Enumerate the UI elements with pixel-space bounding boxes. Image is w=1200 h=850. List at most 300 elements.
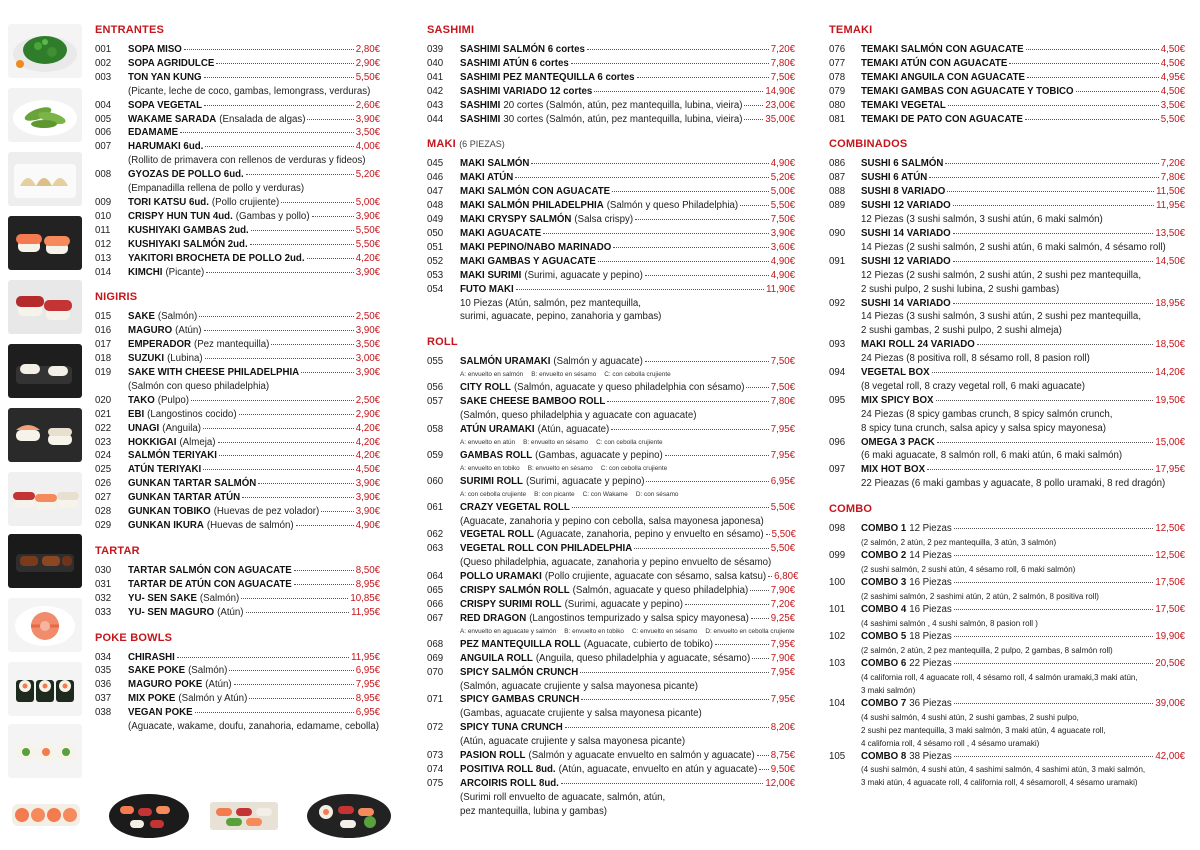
dot-leader: [307, 119, 353, 120]
dot-leader: [565, 727, 769, 728]
item-number: 041: [427, 71, 444, 83]
dot-leader: [740, 205, 769, 206]
item-price: 3,50€: [355, 339, 380, 351]
dot-leader: [757, 755, 769, 756]
menu-item-row: [427, 283, 795, 297]
dot-leader: [241, 598, 348, 599]
item-name: TEMAKI ATÚN CON AGUACATE: [861, 57, 1008, 69]
item-description: (Pez mantequilla): [193, 339, 270, 351]
item-price: 11,90€: [766, 283, 795, 295]
maki-rolls-photo: [8, 662, 82, 716]
item-name: CRAZY VEGETAL ROLL: [460, 501, 570, 513]
item-price: 11,50€: [1156, 186, 1185, 198]
dot-leader: [572, 507, 769, 508]
item-number: 076: [829, 44, 846, 55]
menu-item-row: [95, 266, 380, 280]
menu-item-row: [95, 210, 380, 224]
item-price: 5,50€: [770, 543, 795, 555]
item-name: SUSHI 8 VARIADO: [861, 186, 946, 198]
dot-leader: [759, 769, 768, 770]
menu-item-row: [427, 199, 795, 213]
menu-item-row: [95, 463, 380, 477]
item-name: EDAMAME: [128, 127, 179, 139]
item-description: (Surimi, aguacate y pepino): [524, 269, 643, 281]
item-number: 017: [95, 339, 112, 351]
item-price: 6,95€: [355, 665, 380, 677]
dot-leader: [206, 272, 354, 273]
item-note: 2 sushi pez mantequilla, 3 maki salmón, 3 maki atún, 4 aguacate roll,: [861, 725, 1106, 735]
item-number: 050: [427, 227, 444, 239]
item-number: 011: [95, 224, 111, 236]
item-name: CRISPY SURIMI ROLL: [460, 599, 562, 610]
item-name: TARTAR SALMÓN CON AGUACATE: [128, 564, 292, 576]
section-title: [427, 22, 795, 38]
dot-leader: [249, 698, 353, 699]
item-number: 104: [829, 697, 846, 709]
menu-item-row: [829, 338, 1185, 352]
item-number: 094: [829, 367, 846, 379]
menu-item-row: [427, 395, 795, 409]
menu-item-row: [829, 99, 1185, 113]
dot-leader: [307, 258, 354, 259]
item-price: 2,90€: [355, 408, 380, 420]
item-price: 7,95€: [770, 449, 795, 461]
menu-item-row: [95, 113, 380, 127]
item-price: 8,95€: [355, 578, 380, 590]
item-price: 8,20€: [770, 722, 795, 734]
item-description: (Pollo crujiente, aguacate con sésamo, salsa katsu): [544, 571, 767, 583]
item-number: 044: [427, 113, 444, 125]
item-name: KIMCHI: [128, 266, 163, 278]
menu-item-row: [829, 171, 1185, 185]
menu-item-row: [829, 366, 1185, 380]
item-option: A: envuelto en tobiko: [460, 464, 520, 472]
item-number: 049: [427, 214, 444, 226]
item-number: 060: [427, 475, 444, 487]
dot-leader: [239, 414, 354, 415]
item-number: 029: [95, 520, 112, 531]
item-number: 061: [427, 501, 444, 513]
item-price: 8,95€: [355, 693, 380, 705]
section-title-text: ROLL: [427, 336, 458, 349]
item-name: TAKO: [128, 394, 155, 406]
item-note: (4 sashimi salmón , 4 sushi salmón, 8 pasion roll ): [861, 618, 1038, 628]
menu-item-row: [829, 436, 1185, 450]
item-price: 18,95€: [1155, 297, 1185, 309]
item-name: COMBO 5: [861, 630, 907, 642]
item-price: 5,50€: [355, 238, 380, 250]
section-title: [95, 543, 380, 559]
menu-item-row: [829, 657, 1185, 671]
item-name: WAKAME SARADA: [128, 113, 217, 125]
item-number: 026: [95, 478, 112, 490]
item-name: MIX HOT BOX: [861, 464, 926, 476]
item-number: 067: [427, 612, 444, 624]
dot-leader: [954, 528, 1154, 529]
item-description: 16 Piezas: [909, 603, 952, 615]
item-number: 065: [427, 585, 444, 597]
dot-leader: [580, 672, 769, 673]
item-description: (Salsa crispy): [574, 214, 634, 226]
dot-leader: [715, 644, 769, 645]
item-number: 030: [95, 564, 112, 576]
item-note: 3 maki salmón): [861, 685, 916, 695]
dot-leader: [953, 303, 1154, 304]
item-price: 3,90€: [355, 266, 380, 278]
item-option: B: envuelto en sésamo: [531, 371, 597, 379]
section-title: [427, 334, 795, 350]
item-price: 7,90€: [770, 585, 795, 597]
item-price: 19,50€: [1155, 394, 1185, 406]
item-name: TEMAKI DE PATO CON AGUACATE: [861, 113, 1023, 125]
dot-leader: [646, 481, 768, 482]
item-description: (Gambas y pollo): [235, 210, 310, 222]
item-price: 4,20€: [355, 252, 380, 264]
item-name: SASHIMI: [460, 99, 501, 111]
dot-leader: [246, 612, 350, 613]
menu-item-row: [427, 57, 795, 71]
item-name: TEMAKI VEGETAL: [861, 99, 946, 111]
item-price: 5,50€: [770, 501, 795, 513]
menu-item-row: [427, 269, 795, 283]
menu-item-row: [829, 394, 1185, 408]
menu-item-row: [427, 749, 795, 763]
item-price: 5,50€: [355, 224, 380, 236]
item-name: SURIMI ROLL: [460, 475, 523, 487]
section-title: [95, 22, 380, 38]
item-price: 2,60€: [355, 99, 380, 111]
item-price: 7,95€: [770, 666, 795, 678]
dot-leader: [953, 261, 1154, 262]
item-note: (Atún, aguacate crujiente y salsa mayonesa picante): [460, 736, 686, 748]
item-name: GYOZAS DE POLLO 6ud.: [128, 169, 244, 181]
item-options: [427, 489, 795, 501]
item-number: 098: [829, 523, 846, 535]
item-number: 014: [95, 266, 112, 278]
item-name: MIX SPICY BOX: [861, 394, 934, 406]
item-description: (Atún): [205, 679, 232, 691]
item-price: 7,20€: [770, 44, 795, 55]
item-number: 077: [829, 57, 846, 69]
menu-item-row: [95, 394, 380, 408]
dot-leader: [744, 105, 763, 106]
menu-item-row: [829, 157, 1185, 171]
nigiri-board-photo: [206, 786, 282, 842]
item-number: 063: [427, 543, 444, 555]
item-option: B: envuelto en tobiko: [564, 627, 624, 635]
item-name: SOPA VEGETAL: [128, 99, 203, 111]
item-option: D: envuelto en cebolla crujiente: [705, 627, 795, 635]
item-number: 033: [95, 606, 112, 618]
item-number: 037: [95, 693, 112, 705]
item-note: (2 sushi salmón, 2 sushi atún, 4 sésamo roll, 6 maki salmón): [861, 565, 1076, 574]
menu-item-row: [95, 578, 380, 592]
menu-item-row: [95, 706, 380, 720]
menu-item-row: [427, 570, 799, 584]
dot-leader: [954, 609, 1154, 610]
dot-leader: [516, 289, 764, 290]
item-description: (Huevas de salmón): [206, 520, 294, 531]
item-note: 10 Piezas (Atún, salmón, pez mantequilla,: [460, 297, 641, 309]
section-title: [829, 22, 1185, 38]
item-description: (Surimi, aguacate y pepino): [564, 599, 684, 610]
dot-leader: [294, 584, 354, 585]
item-name: ANGUILA ROLL: [460, 652, 533, 664]
item-price: 4,50€: [1160, 44, 1185, 55]
dot-leader: [205, 358, 354, 359]
menu-item-row: [829, 85, 1185, 99]
dot-leader: [607, 401, 768, 402]
item-price: 5,00€: [355, 196, 380, 208]
item-price: 7,95€: [770, 423, 795, 435]
item-name: SALMÓN TERIYAKI: [128, 450, 217, 462]
item-name: MAKI CRYSPY SALMÓN: [460, 214, 572, 226]
menu-item-row: [829, 603, 1185, 617]
item-name: OMEGA 3 PACK: [861, 436, 935, 448]
dot-leader: [744, 119, 763, 120]
item-note: (Aguacate, wakame, doufu, zanahoria, edamame, cebolla): [128, 721, 379, 733]
menu-item-row: [829, 255, 1185, 269]
menu-item-row: [95, 57, 380, 71]
item-number: 072: [427, 722, 444, 734]
menu-item-row: [829, 185, 1185, 199]
item-price: 7,80€: [770, 57, 795, 69]
item-options: [427, 463, 795, 475]
item-number: 005: [95, 113, 112, 125]
item-price: 2,80€: [355, 44, 380, 55]
dot-leader: [954, 582, 1154, 583]
combo-platter-photo: [304, 786, 394, 842]
item-name: MAKI SALMÓN: [460, 158, 530, 170]
menu-item-row: [427, 542, 795, 556]
item-description: (Atún): [175, 325, 202, 337]
item-number: 019: [95, 367, 112, 379]
dot-leader: [219, 455, 354, 456]
dot-leader: [634, 548, 769, 549]
item-number: 007: [95, 141, 112, 153]
menu-item-row: [95, 592, 380, 606]
item-name: EBI: [128, 408, 145, 420]
item-price: 3,60€: [770, 241, 795, 253]
edamame-photo: [8, 88, 82, 142]
item-price: 8,75€: [770, 750, 795, 762]
item-number: 099: [829, 550, 846, 562]
item-number: 064: [427, 571, 444, 583]
menu-item-row: [427, 598, 795, 612]
item-name: MAGURO: [128, 325, 173, 337]
item-name: SASHIMI: [460, 113, 501, 125]
dot-leader: [216, 63, 353, 64]
item-number: 036: [95, 679, 112, 691]
item-number: 071: [427, 694, 444, 706]
item-number: 055: [427, 356, 444, 368]
dot-leader: [204, 330, 354, 331]
dot-leader: [312, 216, 354, 217]
item-number: 046: [427, 172, 444, 184]
item-name: SAKE POKE: [128, 665, 186, 677]
menu-item-row: [829, 43, 1185, 57]
item-price: 12,00€: [765, 777, 795, 789]
item-price: 6,80€: [774, 571, 799, 583]
item-description: 16 Piezas: [909, 577, 952, 588]
dot-leader: [613, 247, 769, 248]
item-name: POSITIVA ROLL 8ud.: [460, 763, 556, 775]
item-price: 2,50€: [355, 311, 380, 323]
item-price: 11,95€: [351, 651, 380, 663]
item-description: 22 Piezas: [909, 657, 952, 669]
item-name: COMBO 2: [861, 550, 907, 562]
item-name: MAKI AGUACATE: [460, 227, 542, 239]
item-note: 8 spicy tuna crunch, salsa apicy y salsa spicy mayonesa): [861, 422, 1106, 434]
item-price: 7,50€: [770, 71, 795, 83]
item-description: (Salmón, aguacate y queso philadelphia con sésamo): [513, 382, 745, 394]
item-number: 091: [829, 255, 846, 267]
section-title-text: POKE BOWLS: [95, 631, 173, 644]
menu-column-2: [427, 22, 799, 819]
item-number: 068: [427, 638, 444, 650]
menu-item-row: [95, 564, 380, 578]
item-name: COMBO 6: [861, 657, 907, 669]
dot-leader: [954, 555, 1154, 556]
item-number: 023: [95, 436, 112, 448]
menu-item-row: [95, 196, 380, 210]
menu-item-row: [829, 199, 1185, 213]
item-name: KUSHIYAKI GAMBAS 2ud.: [128, 224, 249, 236]
item-name: ATÚN TERIYAKI: [128, 464, 202, 476]
item-number: 045: [427, 158, 444, 170]
item-name: SUSHI 12 VARIADO: [861, 200, 951, 212]
menu-item-row: [829, 697, 1185, 711]
item-price: 5,00€: [770, 186, 795, 198]
dot-leader: [271, 344, 353, 345]
menu-item-row: [427, 171, 795, 185]
item-description: (Anguila): [162, 422, 201, 434]
item-price: 9,50€: [770, 763, 795, 775]
dot-leader: [204, 77, 354, 78]
section-title: [95, 289, 380, 305]
section-title-text: COMBO: [829, 503, 873, 516]
dot-leader: [751, 618, 769, 619]
item-number: 034: [95, 651, 112, 663]
item-name: UNAGI: [128, 422, 160, 434]
item-name: TARTAR DE ATÚN CON AGUACATE: [128, 578, 292, 590]
item-description: (Pollo crujiente): [211, 196, 280, 208]
dot-leader: [685, 604, 769, 605]
menu-item-row: [427, 85, 795, 99]
item-number: 042: [427, 85, 444, 97]
menu-item-row: [95, 477, 380, 491]
item-name: SPICY TUNA CRUNCH: [460, 722, 563, 734]
eel-nigiri-photo: [8, 534, 82, 588]
item-name: ATÚN URAMAKI: [460, 423, 535, 435]
salmon-nigiri-photo: [8, 216, 82, 270]
menu-item-row: [427, 475, 795, 489]
menu-item-row: [829, 522, 1185, 536]
item-name: SUSHI 6 SALMÓN: [861, 158, 944, 170]
item-name: MAKI GAMBAS Y AGUACATE: [460, 255, 596, 267]
item-name: SOPA MISO: [128, 44, 182, 55]
sushi-platter-photo: [106, 786, 192, 842]
item-description: (Huevas de pez volador): [213, 506, 320, 518]
item-note: (Aguacate, zanahoria y pepino con cebolla, salsa mayonesa japonesa): [460, 515, 764, 527]
dot-leader: [177, 657, 349, 658]
item-note: 22 Pieazas (6 maki gambas y aguacate, 8 pollo uramaki, 8 red dragón): [861, 478, 1166, 490]
menu-item-row: [427, 255, 795, 269]
item-name: COMBO 4: [861, 603, 907, 615]
dot-leader: [612, 191, 769, 192]
item-options: [427, 369, 795, 381]
item-note: (Surimi roll envuelto de aguacate, salmón, atún,: [460, 791, 666, 803]
dot-leader: [937, 442, 1154, 443]
item-name: MIX POKE: [128, 693, 176, 705]
item-number: 025: [95, 464, 112, 476]
item-name: PASION ROLL: [460, 750, 526, 762]
item-description: (Salmón y Atún): [178, 693, 248, 705]
item-price: 14,20€: [1155, 367, 1185, 379]
item-number: 056: [427, 382, 444, 394]
item-number: 070: [427, 666, 444, 678]
menu-item-row: [95, 71, 380, 85]
menu-item-row: [829, 71, 1185, 85]
item-price: 7,90€: [770, 652, 795, 664]
menu-column-1: [95, 22, 380, 734]
item-price: 3,50€: [355, 127, 380, 139]
item-number: 097: [829, 464, 846, 476]
item-price: 6,95€: [355, 707, 380, 719]
item-price: 3,90€: [355, 506, 380, 518]
item-price: 7,95€: [355, 679, 380, 691]
menu-item-row: [95, 678, 380, 692]
item-description: (Ensalada de algas): [219, 113, 306, 125]
menu-item-row: [95, 224, 380, 238]
item-name: SUSHI 14 VARIADO: [861, 297, 951, 309]
menu-item-row: [427, 666, 795, 680]
section-title-text: ENTRANTES: [95, 24, 165, 36]
item-name: SALMÓN URAMAKI: [460, 356, 551, 368]
item-name: GUNKAN TOBIKO: [128, 506, 211, 518]
item-name: TEMAKI ANGUILA CON AGUACATE: [861, 71, 1025, 83]
item-number: 092: [829, 297, 846, 309]
item-number: 069: [427, 652, 444, 664]
item-price: 3,00€: [355, 353, 380, 365]
item-name: GUNKAN TARTAR SALMÓN: [128, 478, 257, 490]
item-number: 096: [829, 436, 846, 448]
item-option: B: con picante: [534, 490, 575, 498]
item-number: 052: [427, 255, 444, 267]
menu-item-row: [427, 777, 795, 791]
item-description: (Salmón): [157, 311, 198, 323]
menu-item-row: [95, 519, 380, 533]
seaweed-salad-photo: [8, 24, 82, 78]
menu-item-row: [829, 549, 1185, 563]
mixed-nigiri-photo: [8, 472, 82, 526]
item-number: 080: [829, 99, 846, 111]
section-title-text: NIGIRIS: [95, 291, 138, 304]
item-price: 3,90€: [355, 210, 380, 222]
section-title-text: SASHIMI: [427, 24, 475, 36]
item-price: 35,00€: [765, 113, 795, 125]
menu-item-row: [427, 652, 795, 666]
menu-item-row: [95, 252, 380, 266]
dot-leader: [954, 703, 1154, 704]
item-price: 7,95€: [770, 638, 795, 650]
item-price: 17,50€: [1155, 603, 1185, 615]
menu-item-row: [427, 99, 795, 113]
item-name: SPICY SALMÓN CRUNCH: [460, 666, 579, 678]
dot-leader: [635, 219, 769, 220]
item-number: 027: [95, 492, 112, 504]
dot-leader: [927, 469, 1153, 470]
